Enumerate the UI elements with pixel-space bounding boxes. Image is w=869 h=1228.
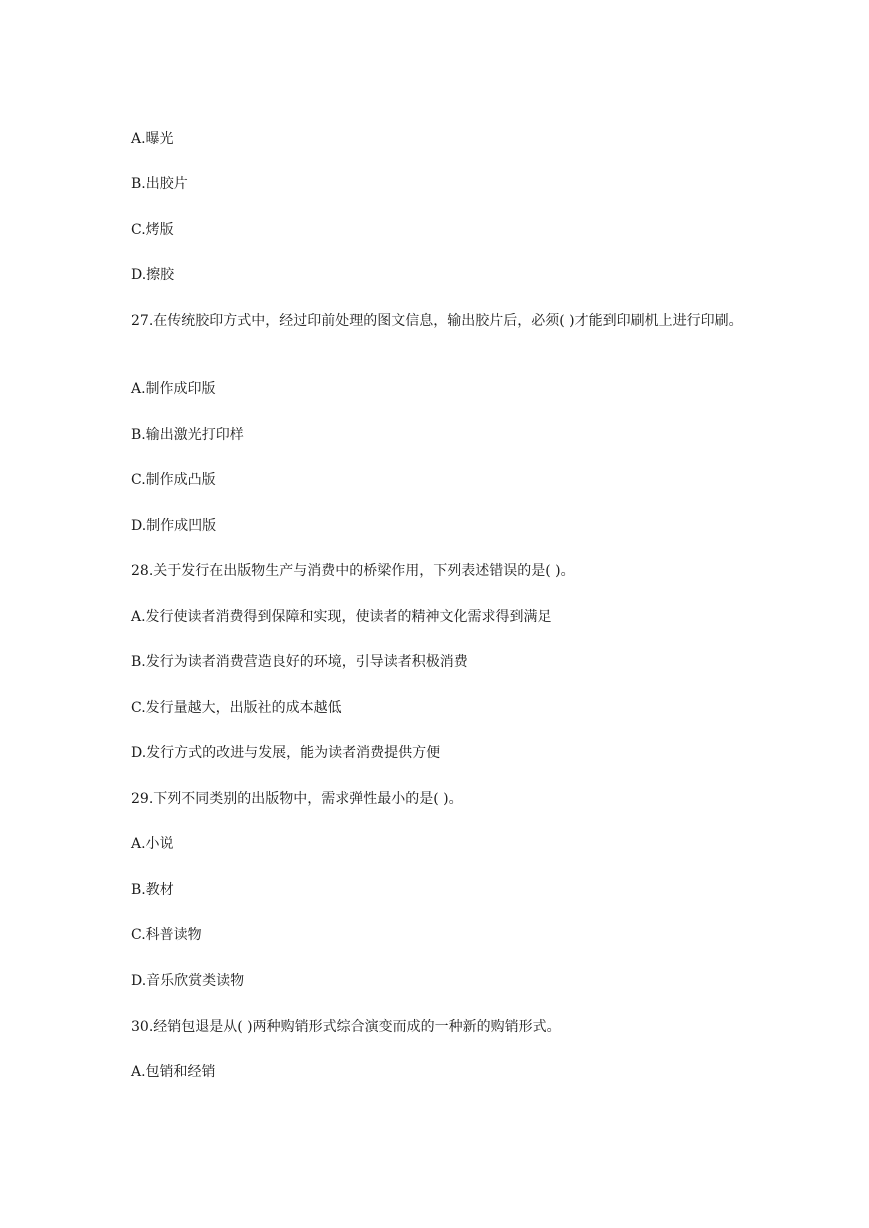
option-c: C.烤版 — [131, 222, 174, 238]
option-a: A.小说 — [131, 836, 174, 852]
option-d: D.擦胶 — [131, 267, 175, 283]
option-b: B.出胶片 — [131, 176, 188, 192]
option-d: D.制作成凹版 — [131, 518, 217, 534]
option-a: A.发行使读者消费得到保障和实现，使读者的精神文化需求得到满足 — [131, 609, 552, 625]
option-b: B.教材 — [131, 882, 174, 898]
option-b: B.输出激光打印样 — [131, 427, 244, 443]
option-c: C.制作成凸版 — [131, 472, 216, 488]
option-c: C.科普读物 — [131, 927, 202, 943]
question-29: 29.下列不同类别的出版物中，需求弹性最小的是( )。 — [131, 791, 463, 807]
option-a: A.制作成印版 — [131, 381, 216, 397]
option-d: D.音乐欣赏类读物 — [131, 973, 245, 989]
question-28: 28.关于发行在出版物生产与消费中的桥梁作用，下列表述错误的是( )。 — [131, 563, 575, 579]
option-d: D.发行方式的改进与发展，能为读者消费提供方便 — [131, 745, 441, 761]
option-b: B.发行为读者消费营造良好的环境，引导读者积极消费 — [131, 654, 468, 670]
option-c: C.发行量越大，出版社的成本越低 — [131, 700, 342, 716]
option-a: A.曝光 — [131, 131, 174, 147]
question-27: 27.在传统胶印方式中，经过印前处理的图文信息，输出胶片后，必须( )才能到印刷机上进行印刷。 — [131, 313, 743, 329]
question-30: 30.经销包退是从( )两种购销形式综合演变而成的一种新的购销形式。 — [131, 1019, 561, 1035]
option-a: A.包销和经销 — [131, 1064, 216, 1080]
